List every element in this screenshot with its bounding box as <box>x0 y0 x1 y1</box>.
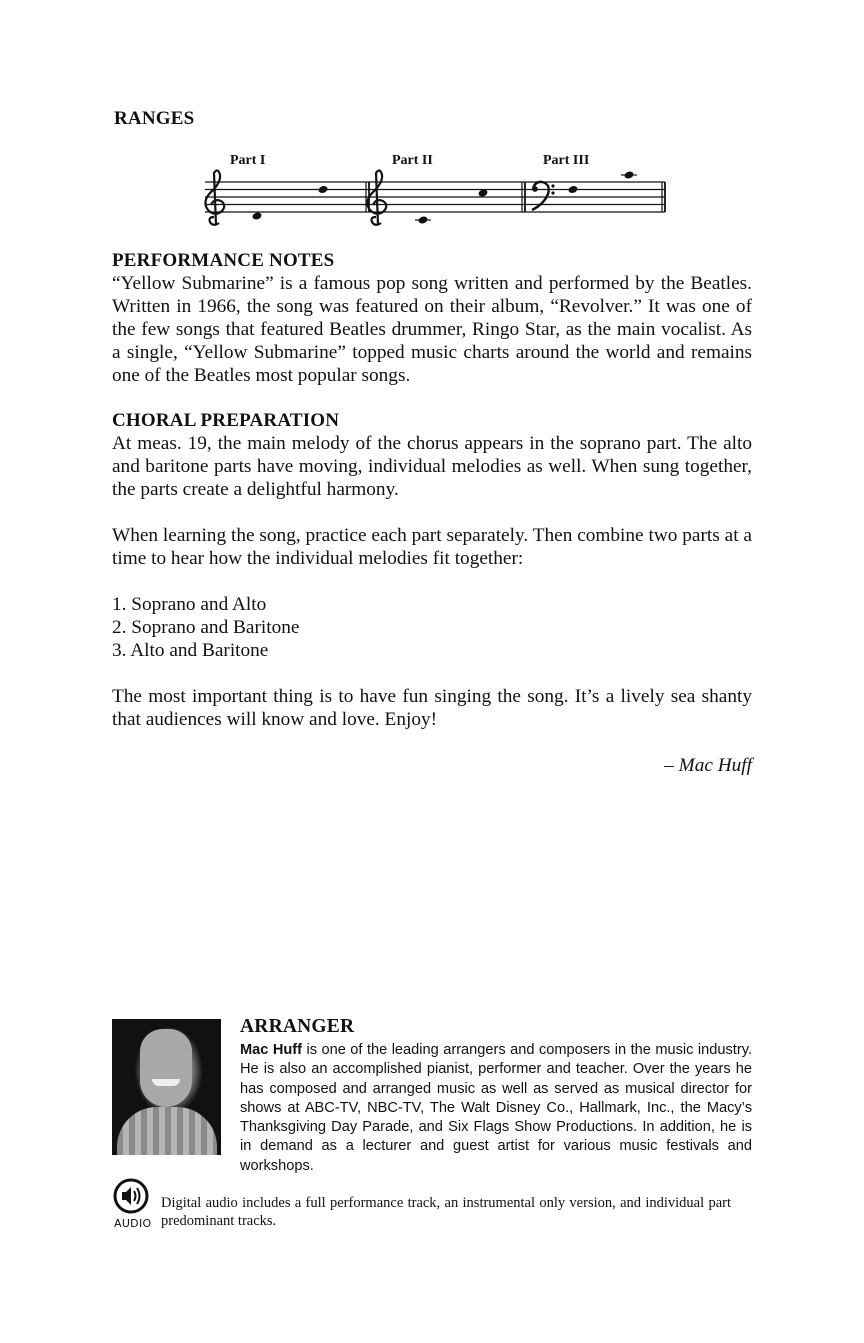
parts-list <box>112 593 752 662</box>
choral-paragraph-2: When learning the song, practice each part separately. Then combine two parts at a time to hear how the individual melodies fit together: <box>112 525 752 569</box>
signature: – Mac Huff <box>664 755 752 776</box>
treble-clef-icon <box>205 170 224 225</box>
list-item: 1. Soprano and Alto <box>112 594 267 615</box>
treble-clef-icon <box>367 170 386 225</box>
choral-preparation-heading: CHORAL PREPARATION <box>112 410 340 431</box>
ranges-heading: RANGES <box>114 108 195 129</box>
audio-label: AUDIO <box>114 1217 152 1230</box>
audio-description: Digital audio includes a full performance track, an instrumental only version, and individual part predominant tracks. <box>161 1195 731 1229</box>
arranger-heading: ARRANGER <box>240 1016 355 1037</box>
arranger-photo <box>112 1019 221 1155</box>
arranger-bio <box>240 1041 752 1176</box>
note <box>568 185 579 194</box>
performance-notes-text <box>112 272 752 387</box>
list-item: 2. Soprano and Baritone <box>112 617 300 638</box>
list-item: 3. Alto and Baritone <box>112 640 269 661</box>
choral-paragraph-1: At meas. 19, the main melody of the chorus appears in the soprano part. The alto and baritone parts have moving, individual melodies as well. When sung together, the parts create a delightful harmony. <box>112 433 752 500</box>
staff-lines <box>205 182 665 212</box>
part-2-label: Part II <box>392 153 433 168</box>
part-1-label: Part I <box>230 153 266 168</box>
choral-paragraph-3: The most important thing is to have fun singing the song. It’s a lively sea shanty that audiences will know and love. Enjoy! <box>112 686 752 730</box>
note <box>318 185 329 194</box>
choral-preparation-text <box>112 432 752 777</box>
bass-clef-icon <box>532 182 555 210</box>
arranger-bio-text: is one of the leading arrangers and composers in the music industry. He is also an accomplished pianist, performer and teacher. Over the years he has composed and arranged music as well as served as musical director for shows at ABC-TV, NBC-TV, The Walt Disney Co., Hallmark, Inc., the Macy’s Thanksgiving Day Parade, and Six Flags Show Productions. In addition, he is in demand as a lecturer and guest artist for various music festivals and workshops. <box>240 1042 752 1174</box>
speaker-icon <box>113 1178 149 1214</box>
ranges-staff <box>195 165 675 235</box>
part-3-label: Part III <box>543 153 590 168</box>
performance-notes-paragraph: “Yellow Submarine” is a famous pop song written and performed by the Beatles. Written in 1966, the song was featured on their album, “Revolver.” It was one of the few songs that featured Beatles drummer, Ringo Star, as the main vocalist. As a single, “Yellow Submarine” topped music charts around the world and remains one of the Beatles most popular songs. <box>112 273 752 386</box>
note <box>252 211 263 220</box>
performance-notes-heading: PERFORMANCE NOTES <box>112 250 335 271</box>
arranger-name: Mac Huff <box>240 1042 303 1058</box>
